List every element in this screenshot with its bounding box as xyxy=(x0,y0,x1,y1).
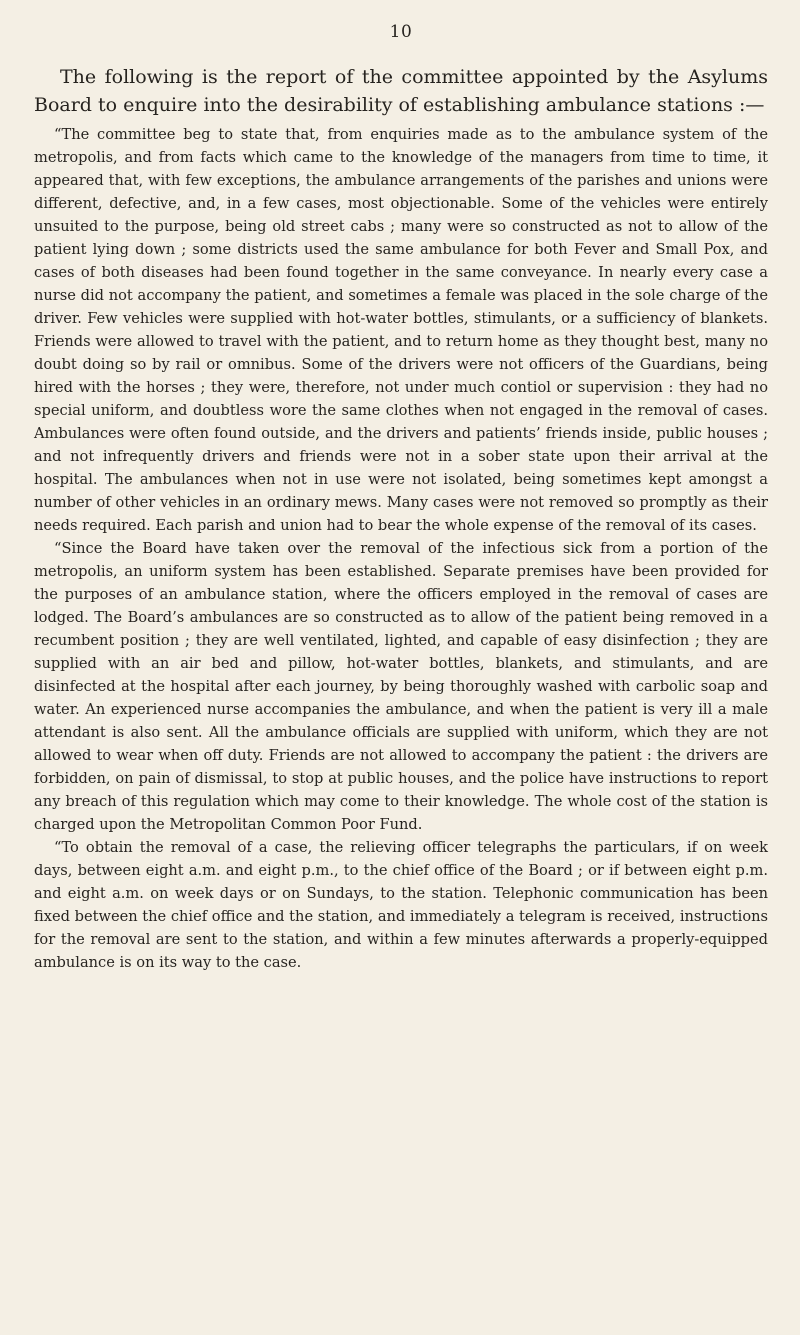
page-number: 10 xyxy=(389,22,413,42)
report-paragraph-3: “To obtain the removal of a case, the relieving officer telegraphs the particulars, if on week days, between eight a.m. and eight p.m., to the chief office of the Board ; or if between eight p.m. and eight a.m. on week days or on Sundays, to the station. Telephonic communication has been fixed between the chief office and the station, and immediately a telegram is received, instructions for the removal are sent to the station, and within a few minutes afterwards a properly-equipped ambulance is on its way to the case. xyxy=(34,839,768,971)
report-paragraph-2: “Since the Board have taken over the removal of the infectious sick from a portion of the metropolis, an uniform system has been established. Separate premises have been provided for the purposes of an ambulance station, where the officers employed in the removal of cases are lodged. The Board’s ambulances are so constructed as to allow of the patient being removed in a recumbent position ; they are well ventilated, lighted, and capable of easy disinfection ; they are supplied with an air bed and pillow, hot-water bottles, blankets, and stimulants, and are disinfected at the hospital after each journey, by being thoroughly washed with carbolic soap and water. An experienced nurse accompanies the ambulance, and when the patient is very ill a male attendant is also sent. All the ambulance officials are supplied with uniform, which they are not allowed to wear when off duty. Friends are not allowed to accompany the patient : the drivers are forbidden, on pain of dismissal, to stop at public houses, and the police have instructions to report any breach of this regulation which may come to their knowledge. The whole cost of the station is charged upon the Metropolitan Common Poor Fund. xyxy=(34,540,768,833)
report-paragraph-1: “The committee beg to state that, from enquiries made as to the ambulance system of the metropolis, and from facts which came to the knowledge of the managers from time to time, it appeared that, with few exceptions, the ambulance arrangements of the parishes and unions were different, defective, and, in a few cases, most objectionable. Some of the vehicles were entirely unsuited to the purpose, being old street cabs ; many were so constructed as not to allow of the patient lying down ; some districts used the same ambulance for both Fever and Small Pox, and cases of both diseases had been found together in the same conveyance. In nearly every case a nurse did not accompany the patient, and sometimes a female was placed in the sole charge of the driver. Few vehicles were supplied with hot-water bottles, stimulants, or a sufficiency of blankets. Friends were allowed to travel with the patient, and to return home as they thought best, many no doubt doing so by rail or omnibus. Some of the drivers were not officers of the Guardians, being hired with the horses ; they were, therefore, not under much contiol or supervision : they had no special uniform, and doubtless wore the same clothes when not engaged in the removal of cases. Ambulances were often found outside, and the drivers and patients’ friends inside, public houses ; and not infrequently drivers and friends were not in a sober state upon their arrival at the hospital. The ambulances when not in use were not isolated, being sometimes kept amongst a number of other vehicles in an ordinary mews. Many cases were not removed so promptly as their needs required. Each parish and union had to bear the whole expense of the removal of its cases. xyxy=(34,126,768,534)
intro-paragraph: The following is the report of the committee appointed by the Asylums Board to enquire into the desirability of establishing ambulance stations :— xyxy=(34,66,768,116)
